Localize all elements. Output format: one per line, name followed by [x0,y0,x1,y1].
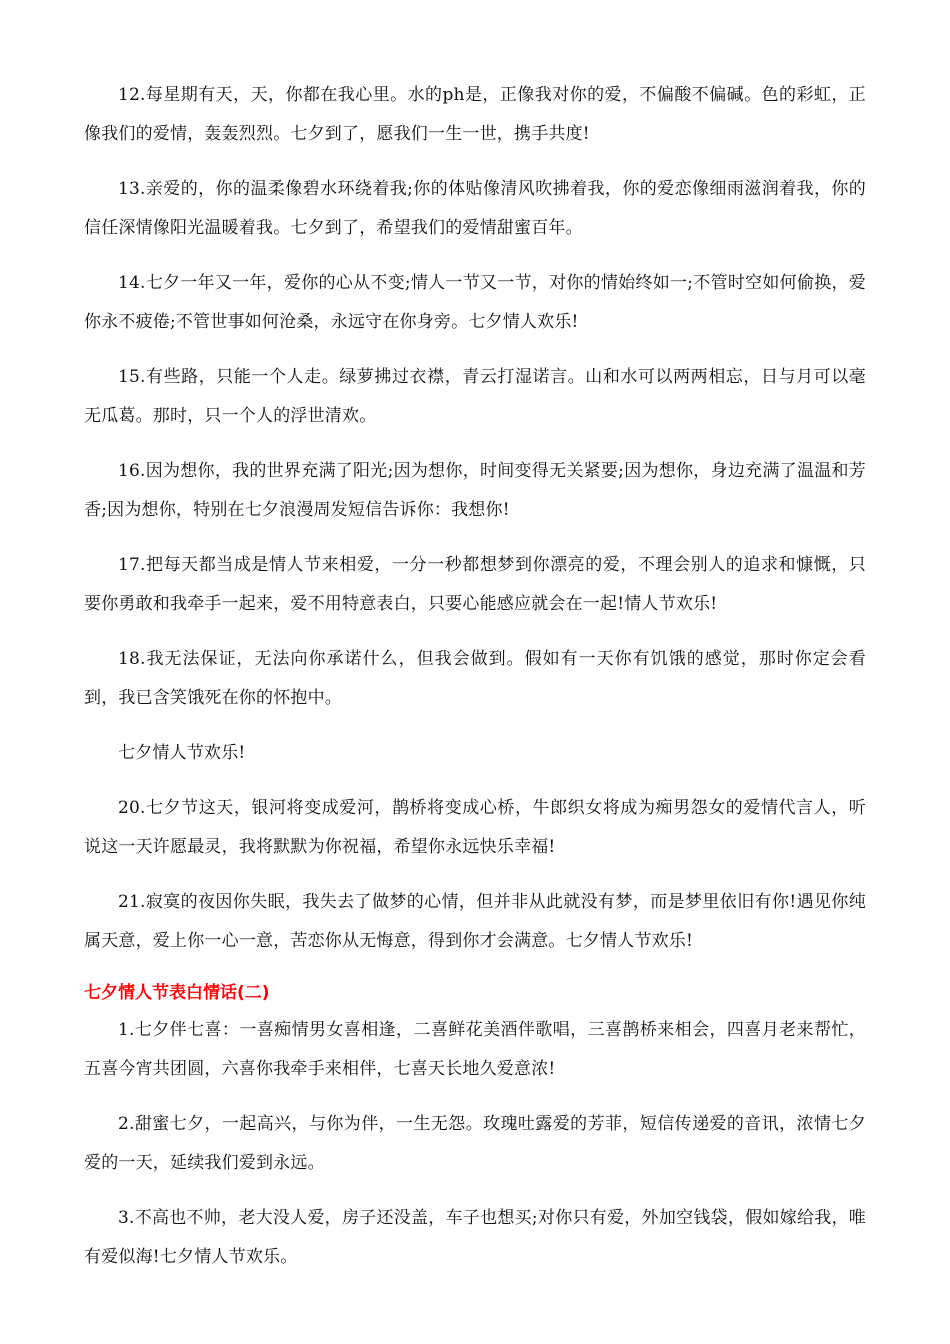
paragraph-21: 21.寂寞的夜因你失眠，我失去了做梦的心情，但并非从此就没有梦，而是梦里依旧有你!遇见你纯属天意，爱上你一心一意，苦恋你从无悔意，得到你才会满意。七夕情人节欢乐! [84,892,866,951]
paragraph-15: 15.有些路，只能一个人走。绿萝拂过衣襟，青云打湿诺言。山和水可以两两相忘，日与月可以毫无瓜葛。那时，只一个人的浮世清欢。 [84,367,866,426]
paragraph-s2-2: 2.甜蜜七夕，一起高兴，与你为伴，一生无怨。玫瑰吐露爱的芳菲，短信传递爱的音讯，浓情七夕爱的一天，延续我们爱到永远。 [84,1114,866,1173]
paragraph-14: 14.七夕一年又一年，爱你的心从不变;情人一节又一节，对你的情始终如一;不管时空如何偷换，爱你永不疲倦;不管世事如何沧桑，永远守在你身旁。七夕情人欢乐! [84,273,866,332]
paragraph-greeting: 七夕情人节欢乐! [118,743,246,763]
section-title: 七夕情人节表白情话(二) [84,983,270,1003]
paragraph-12: 12.每星期有天，天，你都在我心里。水的ph是，正像我对你的爱，不偏酸不偏碱。色的彩虹，正像我们的爱情，轰轰烈烈。七夕到了，愿我们一生一世，携手共度! [84,85,866,144]
paragraph-13: 13.亲爱的，你的温柔像碧水环绕着我;你的体贴像清风吹拂着我，你的爱恋像细雨滋润着我，你的信任深情像阳光温暖着我。七夕到了，希望我们的爱情甜蜜百年。 [84,179,866,238]
paragraph-18: 18.我无法保证，无法向你承诺什么，但我会做到。假如有一天你有饥饿的感觉，那时你定会看到，我已含笑饿死在你的怀抱中。 [84,649,866,708]
paragraph-s2-1: 1.七夕伴七喜：一喜痴情男女喜相逢，二喜鲜花美酒伴歌唱，三喜鹊桥来相会，四喜月老来帮忙，五喜今宵共团圆，六喜你我牵手来相伴，七喜天长地久爱意浓! [84,1020,866,1079]
paragraph-16: 16.因为想你，我的世界充满了阳光;因为想你，时间变得无关紧要;因为想你，身边充满了温温和芳香;因为想你，特别在七夕浪漫周发短信告诉你：我想你! [84,461,866,520]
document-body [84,76,866,1293]
paragraph-20: 20.七夕节这天，银河将变成爱河，鹊桥将变成心桥，牛郎织女将成为痴男怨女的爱情代言人，听说这一天许愿最灵，我将默默为你祝福，希望你永远快乐幸福! [84,798,866,857]
paragraph-17: 17.把每天都当成是情人节来相爱，一分一秒都想梦到你漂亮的爱，不理会别人的追求和慷慨，只要你勇敢和我牵手一起来，爱不用特意表白，只要心能感应就会在一起!情人节欢乐! [84,555,866,614]
paragraph-s2-3: 3.不高也不帅，老大没人爱，房子还没盖，车子也想买;对你只有爱，外加空钱袋，假如嫁给我，唯有爱似海!七夕情人节欢乐。 [84,1208,866,1267]
